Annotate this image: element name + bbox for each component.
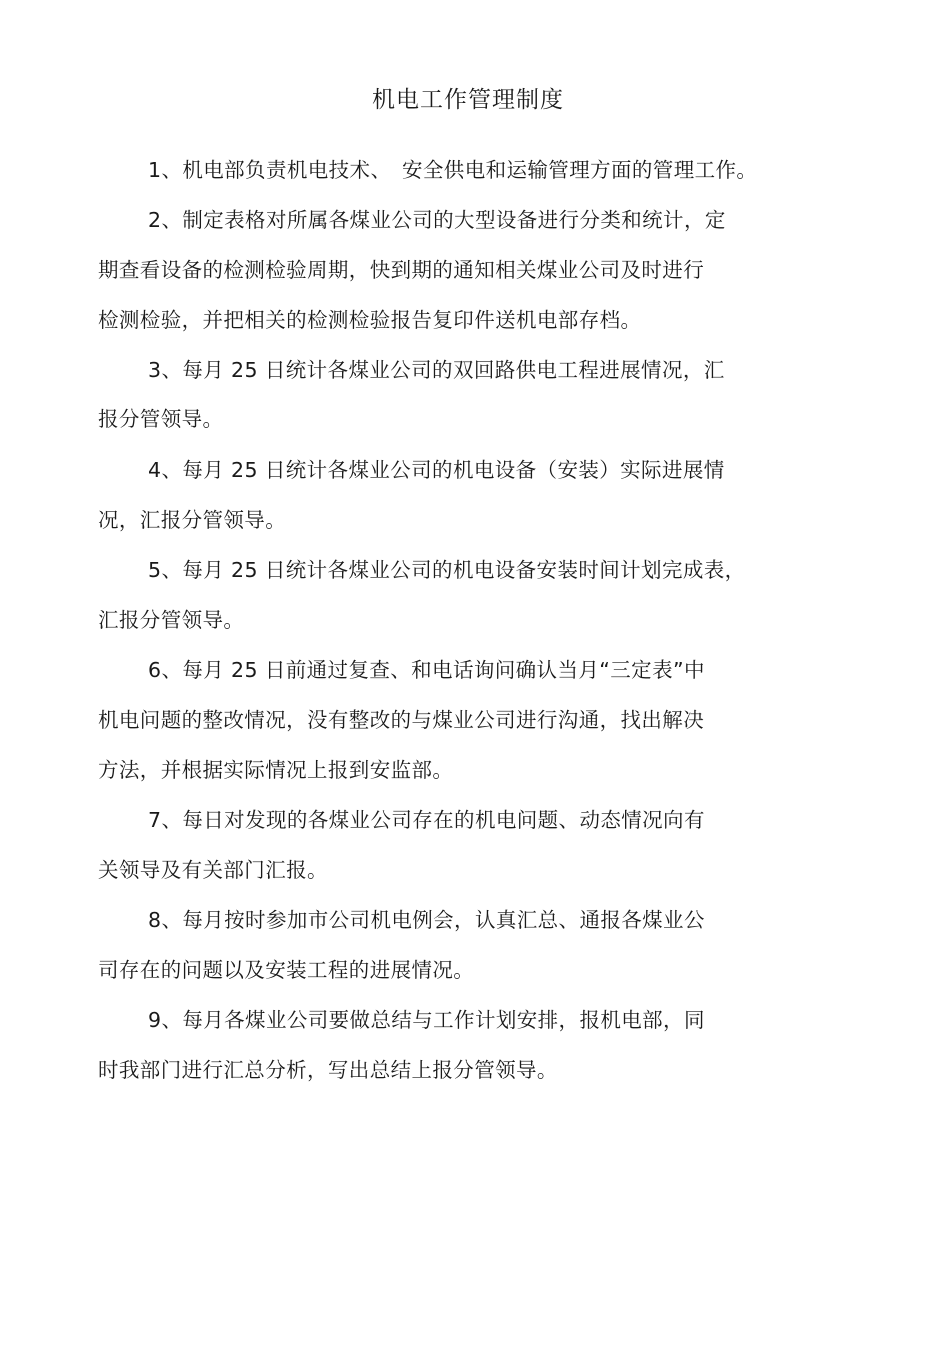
paragraph-line: 1、机电部负责机电技术、 安全供电和运输管理方面的管理工作。: [148, 158, 758, 182]
paragraph-line: 8、每月按时参加市公司机电例会，认真汇总、通报各煤业公: [148, 908, 705, 932]
paragraph-line: 报分管领导。: [98, 407, 224, 431]
paragraph-line: 况，汇报分管领导。: [98, 508, 287, 532]
paragraph-line: 期查看设备的检测检验周期，快到期的通知相关煤业公司及时进行: [98, 258, 705, 282]
paragraph-line: 司存在的问题以及安装工程的进展情况。: [98, 958, 475, 982]
paragraph-line: 6、每月 25 日前通过复查、和电话询问确认当月“三定表”中: [148, 658, 705, 682]
paragraph-line: 机电问题的整改情况，没有整改的与煤业公司进行沟通，找出解决: [98, 708, 705, 732]
paragraph-line: 9、每月各煤业公司要做总结与工作计划安排，报机电部，同: [148, 1008, 705, 1032]
paragraph-line: 2、制定表格对所属各煤业公司的大型设备进行分类和统计，定: [148, 208, 726, 232]
paragraph-line: 5、每月 25 日统计各煤业公司的机电设备安装时间计划完成表，: [148, 558, 746, 582]
paragraph-line: 检测检验，并把相关的检测检验报告复印件送机电部存档。: [98, 308, 642, 332]
paragraph-line: 7、每日对发现的各煤业公司存在的机电问题、动态情况向有: [148, 808, 705, 832]
paragraph-line: 关领导及有关部门汇报。: [98, 858, 328, 882]
document-title: 机电工作管理制度: [372, 87, 564, 113]
paragraph-line: 时我部门进行汇总分析，写出总结上报分管领导。: [98, 1058, 558, 1082]
paragraph-line: 方法，并根据实际情况上报到安监部。: [98, 758, 454, 782]
paragraph-line: 4、每月 25 日统计各煤业公司的机电设备（安装）实际进展情: [148, 458, 725, 482]
paragraph-line: 3、每月 25 日统计各煤业公司的双回路供电工程进展情况，汇: [148, 358, 725, 382]
paragraph-line: 汇报分管领导。: [98, 608, 245, 632]
